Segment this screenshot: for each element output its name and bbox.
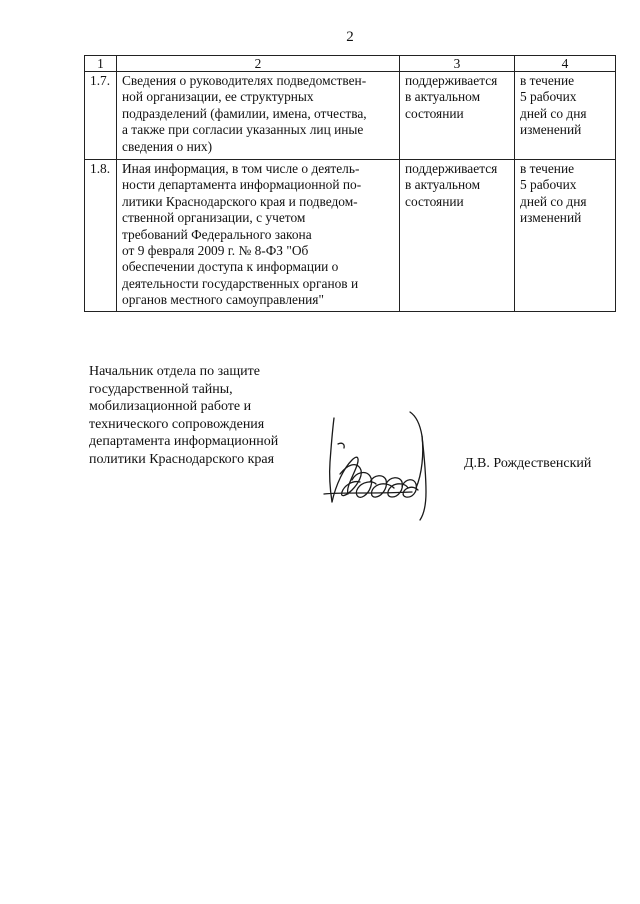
period-line: в течение <box>520 73 575 88</box>
item-status <box>400 160 515 312</box>
item-period <box>515 72 616 160</box>
table-row <box>85 72 616 160</box>
position-line: политики Краснодарского края <box>89 451 275 467</box>
position-line: государственной тайны, <box>89 381 233 397</box>
page-number: 2 <box>346 29 354 45</box>
description-line: сведения о них) <box>122 138 213 154</box>
description-line: Сведения о руководителях подведомствен- <box>122 73 367 88</box>
description-line: литики Краснодарского края и подведом- <box>122 193 358 209</box>
table-header-cell: 3 <box>400 56 515 72</box>
handwritten-signature <box>312 404 442 524</box>
status-line: состоянии <box>405 193 464 209</box>
item-number: 1.7. <box>85 72 117 160</box>
description-line: подразделений (фамилии, имена, отчества, <box>122 105 367 121</box>
status-line: в актуальном <box>405 177 481 193</box>
period-line: 5 рабочих <box>520 89 577 105</box>
description-line: ности департамента информационной по- <box>122 177 362 193</box>
description-line: обеспечении доступа к информации о <box>122 259 339 275</box>
status-line: в актуальном <box>405 89 481 105</box>
position-line: Начальник отдела по защите <box>89 364 260 379</box>
item-number: 1.8. <box>85 160 117 312</box>
period-line: изменений <box>520 210 582 226</box>
signer-position <box>89 363 278 469</box>
description-line: от 9 февраля 2009 г. № 8-ФЗ "Об <box>122 243 309 259</box>
position-line: департамента информационной <box>89 434 279 450</box>
description-line: требований Федерального закона <box>122 226 312 242</box>
item-period <box>515 160 616 312</box>
status-line: поддерживается <box>405 73 498 88</box>
signer-name: Д.В. Рождественский <box>464 456 592 471</box>
description-line: ной организации, ее структурных <box>122 89 314 105</box>
item-description <box>117 160 400 312</box>
table-header-cell: 2 <box>117 56 400 72</box>
item-description <box>117 72 400 160</box>
status-line: состоянии <box>405 105 464 121</box>
item-status <box>400 72 515 160</box>
table-header-row <box>85 56 616 72</box>
period-line: в течение <box>520 161 575 176</box>
table-row <box>85 160 616 312</box>
period-line: 5 рабочих <box>520 177 577 193</box>
description-line: деятельности государственных органов и <box>122 275 359 291</box>
period-line: дней со дня <box>520 193 587 209</box>
position-line: технического сопровождения <box>89 416 265 432</box>
description-line: Иная информация, в том числе о деятель- <box>122 161 360 176</box>
period-line: изменений <box>520 122 582 138</box>
document-table <box>84 55 616 312</box>
period-line: дней со дня <box>520 105 587 121</box>
description-line: а также при согласии указанных лиц иные <box>122 122 364 138</box>
position-line: мобилизационной работе и <box>89 399 252 415</box>
table-header-cell: 1 <box>85 56 117 72</box>
description-line: ственной организации, с учетом <box>122 210 306 226</box>
description-line: органов местного самоуправления" <box>122 292 324 308</box>
table-header-cell: 4 <box>515 56 616 72</box>
status-line: поддерживается <box>405 161 498 176</box>
